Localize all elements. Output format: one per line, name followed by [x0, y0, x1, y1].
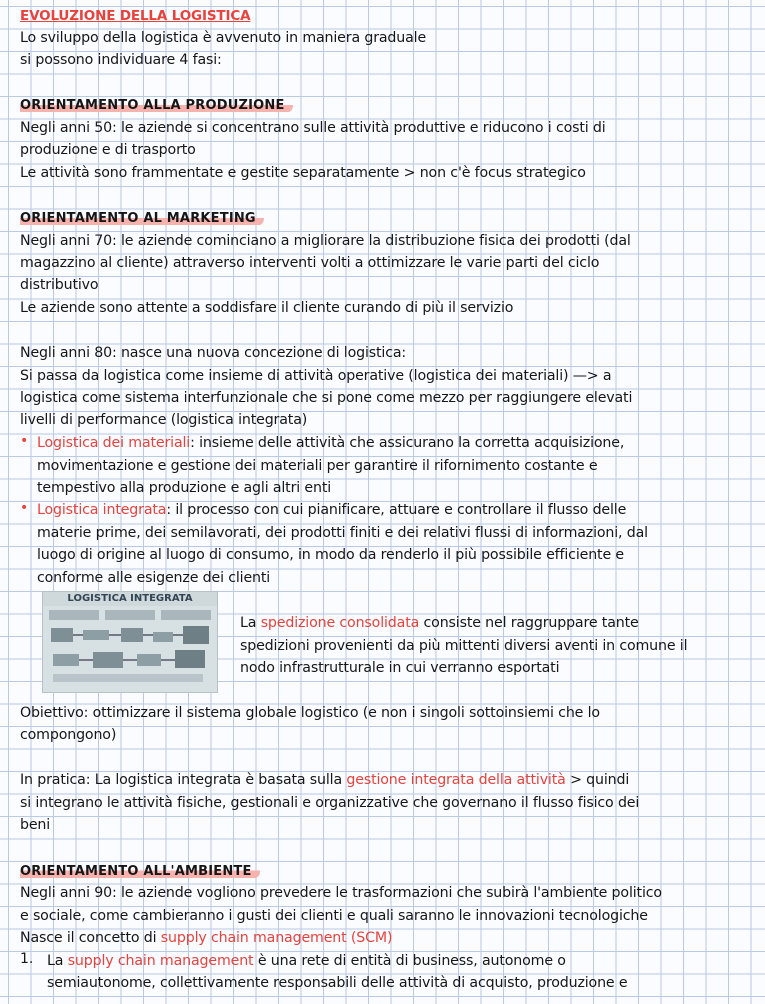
pratica-line-1: In pratica: La logistica integrata è basata sulla gestione integrata della attività > quindi — [20, 772, 630, 788]
intro-line-1: Lo sviluppo della logistica è avvenuto in maniera graduale — [20, 30, 427, 46]
bullet2-line-4: conforme alle esigenze dei clienti — [37, 570, 271, 586]
bullet2-line-1: Logistica integrata: il processo con cui pianificare, attuare e controllare il flusso delle — [37, 502, 627, 518]
list-number: 1. — [20, 951, 34, 967]
item1-line-1: La supply chain management è una rete di entità di business, autonome o — [47, 953, 566, 969]
pratica-line-3: beni — [20, 817, 51, 833]
bullet1-line-2: movimentazione e gestione dei materiali per garantire il rifornimento costante e — [37, 458, 598, 474]
heading-marketing: ORIENTAMENTO AL MARKETING — [20, 208, 264, 229]
photo-caption: LOGISTICA INTEGRATA — [43, 592, 217, 606]
produzione-line-3: Le attività sono frammentate e gestite separatamente > non c'è focus strategico — [20, 165, 586, 181]
spedizione-line-2: spedizioni provenienti da più mittenti diversi aventi in comune il — [240, 638, 688, 654]
anni80-line-2: Si passa da logistica come insieme di attività operative (logistica dei materiali) —> a — [20, 368, 612, 384]
ambiente-line-1: Negli anni 90: le aziende vogliono prevedere le trasformazioni che subirà l'ambiente politico — [20, 885, 662, 901]
obiettivo-line-2: compongono) — [20, 727, 117, 743]
bullet1-line-3: tempestivo alla produzione e agli altri enti — [37, 480, 332, 496]
anni80-line-1: Negli anni 80: nasce una nuova concezione di logistica: — [20, 345, 407, 361]
heading-produzione: ORIENTAMENTO ALLA PRODUZIONE — [20, 95, 293, 116]
obiettivo-line-1: Obiettivo: ottimizzare il sistema globale logistico (e non i singoli sottoinsiemi che lo — [20, 705, 600, 721]
anni80-line-4: livelli di performance (logistica integrata) — [20, 412, 308, 428]
bullet1-line-1: Logistica dei materiali: insieme delle attività che assicurano la corretta acquisizione, — [37, 435, 625, 451]
produzione-line-1: Negli anni 50: le aziende si concentrano sulle attività produttive e riducono i costi di — [20, 120, 606, 136]
anni80-line-3: logistica come sistema interfunzionale che si pone come mezzo per raggiungere elevati — [20, 390, 633, 406]
diagram-illustration — [43, 592, 217, 692]
bullet-dot: • — [20, 433, 29, 449]
page-title: EVOLUZIONE DELLA LOGISTICA — [20, 8, 251, 24]
pratica-line-2: si integrano le attività fisiche, gestionali e organizzative che governano il flusso fisico dei — [20, 795, 640, 811]
bullet2-line-2: materie prime, dei semilavorati, dei prodotti finiti e dei relativi flussi di informazioni, dal — [37, 525, 648, 541]
ambiente-line-2: e sociale, come cambieranno i gusti dei clienti e quali saranno le innovazioni tecnologiche — [20, 908, 648, 924]
marketing-line-1: Negli anni 70: le aziende cominciano a migliorare la distribuzione fisica dei prodotti (dal — [20, 233, 631, 249]
marketing-line-3: distributivo — [20, 277, 99, 293]
bullet-dot: • — [20, 500, 29, 516]
marketing-line-2: magazzino al cliente) attraverso interventi volti a ottimizzare le varie parti del ciclo — [20, 255, 600, 271]
scm-line: Nasce il concetto di supply chain management (SCM) — [20, 930, 393, 946]
heading-ambiente: ORIENTAMENTO ALL'AMBIENTE — [20, 861, 260, 882]
spedizione-line-3: nodo infrastrutturale in cui verranno esportati — [240, 660, 560, 676]
intro-line-2: si possono individuare 4 fasi: — [20, 52, 222, 68]
item1-line-2: semiautonome, collettivamente responsabili delle attività di acquisto, produzione e — [47, 975, 628, 991]
bullet2-line-3: luogo di origine al luogo di consumo, in modo da renderlo il più possibile efficiente e — [37, 547, 624, 563]
produzione-line-2: produzione e di trasporto — [20, 142, 196, 158]
marketing-line-4: Le aziende sono attente a soddisfare il cliente curando di più il servizio — [20, 300, 514, 316]
spedizione-line-1: La spedizione consolidata consiste nel raggruppare tante — [240, 615, 639, 631]
logistica-integrata-photo — [42, 591, 218, 693]
